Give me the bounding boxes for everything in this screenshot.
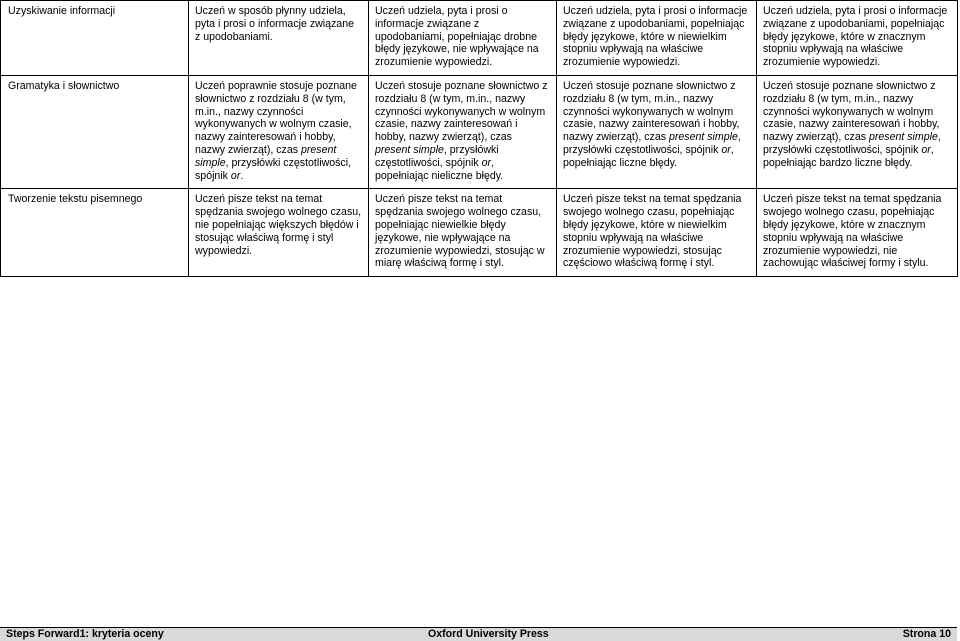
term-italic: or	[721, 143, 731, 156]
term-italic: or	[921, 143, 931, 156]
term-italic: present simple	[868, 131, 938, 144]
criteria-cell	[757, 75, 958, 188]
term-italic: present simple	[195, 143, 337, 169]
term-italic: or	[230, 169, 241, 182]
criteria-cell	[369, 75, 557, 188]
row-category: Tworzenie tekstu pisemnego	[1, 189, 189, 277]
criteria-text	[563, 80, 750, 170]
row-category: Uzyskiwanie informacji	[1, 1, 189, 76]
table-row	[1, 75, 958, 188]
criteria-text	[195, 193, 362, 257]
criteria-text	[195, 80, 362, 182]
criteria-cell	[189, 75, 369, 188]
text-run: Uczeń stosuje poznane słownictwo z rozdziału 8 (w tym, m.in., nazwy czynności wykonywanych w wolnym czasie, nazwy zainteresowań i hobby, nazwy zwierząt), czas	[375, 79, 548, 144]
criteria-cell	[557, 189, 757, 277]
text-run: , przysłówki częstotliwości, spójnik	[195, 156, 352, 182]
criteria-table	[0, 0, 958, 277]
criteria-text	[375, 80, 550, 182]
text-run: Uczeń pisze tekst na temat spędzania swojego wolnego czasu, popełniając błędy językowe, które w niewielkim stopniu wpływają na właściwe zrozumienie wypowiedzi, stosując częściowo właściwą formę i styl.	[563, 193, 742, 270]
text-run: , popełniając bardzo liczne błędy.	[763, 143, 934, 169]
row-category: Gramatyka i słownictwo	[1, 75, 189, 188]
text-run: Uczeń pisze tekst na temat spędzania swojego wolnego czasu, popełniając niewielkie błędy językowe, nie wpływające na zrozumienie wypowiedzi, stosując w miarę właściwą formę i styl.	[375, 193, 545, 270]
text-run: .	[240, 169, 244, 182]
text-run: , popełniając nieliczne błędy.	[375, 156, 504, 182]
criteria-text	[763, 80, 951, 170]
footer-page-number: Strona 10	[902, 628, 951, 640]
text-run: Uczeń stosuje poznane słownictwo z rozdziału 8 (w tym, m.in., nazwy czynności wykonywanych w wolnym czasie, nazwy zainteresowań i hobby, nazwy zwierząt), czas	[563, 79, 740, 144]
footer-publisher: Oxford University Press	[428, 628, 549, 640]
text-run: Uczeń udziela, pyta i prosi o informacje związane z upodobaniami, popełniając drobne błędy językowe, nie wpływające na zrozumienie wypowiedzi.	[375, 5, 539, 69]
term-italic: present simple	[668, 131, 738, 144]
criteria-cell	[189, 189, 369, 277]
criteria-text	[563, 5, 750, 69]
text-run: , przysłówki częstotliwości, spójnik	[375, 143, 499, 169]
page-footer	[0, 627, 957, 641]
criteria-table-body	[1, 1, 958, 277]
text-run: , przysłówki częstotliwości, spójnik	[763, 131, 941, 156]
criteria-cell	[369, 189, 557, 277]
criteria-cell	[369, 1, 557, 76]
term-italic: or	[481, 156, 491, 169]
criteria-text	[763, 5, 951, 69]
text-run: Uczeń poprawnie stosuje poznane słownictwo z rozdziału 8 (w tym, m.in., nazwy czynności wykonywanych w wolnym czasie, nazwy zainteresowań i hobby, nazwy zwierząt), czas	[195, 79, 357, 156]
table-row	[1, 1, 958, 76]
criteria-cell	[557, 75, 757, 188]
criteria-text	[375, 5, 550, 69]
text-run: Uczeń pisze tekst na temat spędzania swojego wolnego czasu, popełniając błędy językowe, które w znacznym stopniu wpływają na właściwe zrozumienie wypowiedzi, nie zachowując właściwej formy i stylu.	[763, 193, 942, 270]
criteria-text	[563, 193, 750, 270]
criteria-cell	[757, 189, 958, 277]
criteria-text	[375, 193, 550, 270]
footer-document-title: Steps Forward1: kryteria oceny	[6, 628, 164, 640]
text-run: Uczeń pisze tekst na temat spędzania swojego wolnego czasu, nie popełniając większych błędów i stosując właściwą formę i styl wypowiedzi.	[195, 193, 362, 257]
text-run: Uczeń udziela, pyta i prosi o informacje związane z upodobaniami, popełniając błędy językowe, które w niewielkim stopniu wpływają na właściwe zrozumienie wypowiedzi.	[563, 5, 748, 69]
criteria-cell	[757, 1, 958, 76]
criteria-cell	[189, 1, 369, 76]
table-row	[1, 189, 958, 277]
criteria-cell	[557, 1, 757, 76]
criteria-text	[763, 193, 951, 270]
text-run: Uczeń w sposób płynny udziela, pyta i prosi o informacje związane z upodobaniami.	[195, 5, 354, 43]
text-run: , przysłówki częstotliwości, spójnik	[563, 131, 741, 156]
text-run: Uczeń stosuje poznane słownictwo z rozdziału 8 (w tym, m.in., nazwy czynności wykonywanych w wolnym czasie, nazwy zainteresowań i hobby, nazwy zwierząt), czas	[763, 79, 940, 144]
term-italic: present simple	[375, 143, 444, 156]
criteria-text	[195, 5, 362, 43]
text-run: , popełniając liczne błędy.	[563, 143, 734, 169]
text-run: Uczeń udziela, pyta i prosi o informacje związane z upodobaniami, popełniając błędy językowe, które w znacznym stopniu wpływają na właściwe zrozumienie wypowiedzi.	[763, 5, 948, 69]
